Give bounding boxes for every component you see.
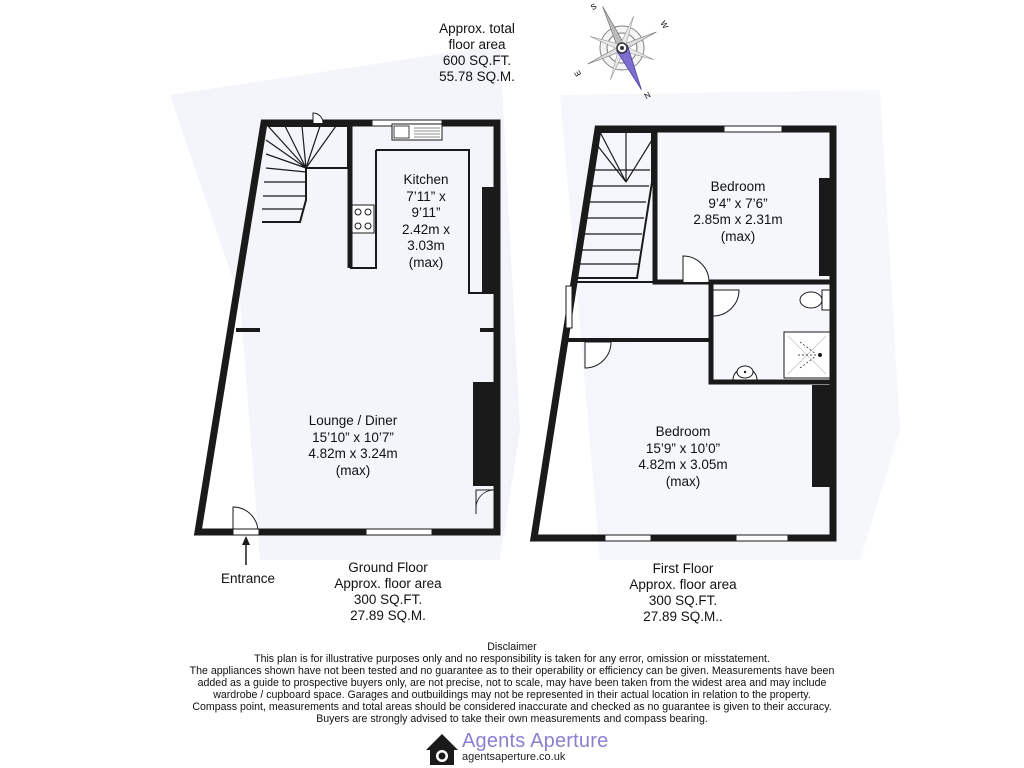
disclaimer-line-6: Buyers are strongly advised to take their own measurements and compass bearing.: [316, 713, 708, 725]
kitchen-dim-3: 2.42m x: [401, 221, 451, 237]
ground-floor-sqft: 300 SQ.FT.: [353, 592, 423, 607]
large-bedroom-label: [618, 424, 748, 490]
large-bedroom-dim-2: 4.82m x 3.05m: [638, 457, 728, 472]
disclaimer-title: Disclaimer: [487, 641, 537, 653]
first-floor-sqft: 300 SQ.FT.: [648, 593, 718, 608]
lounge-dim-2: 4.82m x 3.24m: [308, 446, 398, 461]
shower-icon: [784, 332, 830, 378]
entrance-arrow-icon: [242, 536, 250, 565]
compass-label-s: S: [589, 1, 599, 13]
first-chimney-lower: [812, 385, 831, 487]
brand-name: Agents Aperture: [462, 730, 609, 752]
large-bedroom-name: Bedroom: [655, 424, 711, 439]
lounge-dim-3: (max): [335, 462, 371, 478]
compass-label-n: N: [642, 89, 653, 101]
lounge-dim-1: 15’10” x 10’7”: [312, 429, 394, 445]
entrance-door: [233, 507, 258, 532]
disclaimer-line-2: The appliances shown have not been tested and no guarantee as to their operability or efficiency can be given. Measurements have been: [189, 665, 835, 677]
small-bedroom-dim-3: (max): [720, 228, 756, 244]
disclaimer-line-3: added as a guide to prospective buyers only, are not precise, not to scale, may have been taken from the widest area and may include: [197, 677, 827, 689]
lounge-window: [366, 529, 432, 535]
chimney-breast-upper: [482, 187, 495, 294]
toilet-icon: [800, 290, 830, 310]
kitchen-label: [386, 172, 466, 271]
first-floor-title: First Floor: [652, 561, 714, 576]
kitchen-dim-2: 9’11”: [411, 205, 441, 220]
small-bedroom-name: Bedroom: [710, 179, 766, 194]
compass-label-e: E: [572, 68, 584, 78]
small-bedroom-dim-2: 2.85m x 2.31m: [693, 212, 783, 227]
large-bedroom-dim-3: (max): [665, 473, 701, 489]
lounge-label: [283, 413, 423, 479]
kitchen-hob-icon: [352, 205, 374, 233]
ground-floor-sqm: 27.89 SQ.M.: [350, 608, 426, 623]
large-bedroom-window-2: [736, 535, 788, 541]
total-area-line-1: Approx. total: [439, 21, 515, 36]
small-bedroom-window: [724, 126, 782, 132]
disclaimer-block: [130, 641, 894, 725]
lounge-name: Lounge / Diner: [308, 413, 398, 428]
large-bedroom-dim-1: 15’9” x 10’0”: [645, 440, 721, 456]
brand-logo-icon: [426, 734, 458, 765]
disclaimer-line-4: wardrobe / cupboard space. Garages and outbuildings may not be represented in their actual location in relation to the property.: [213, 689, 811, 701]
total-area-line-2: floor area: [448, 37, 506, 52]
entrance-label: Entrance: [220, 571, 276, 586]
first-floor-area-label: Approx. floor area: [629, 577, 737, 592]
total-area-sqft: 600 SQ.FT.: [442, 53, 512, 68]
kitchen-dim-4: 3.03m: [407, 238, 445, 253]
compass-label-w: W: [658, 19, 670, 31]
first-chimney-upper: [819, 178, 831, 276]
large-bedroom-window-1: [605, 535, 651, 541]
first-floor-caption: [613, 561, 753, 625]
stub-wall-left: [236, 328, 260, 332]
disclaimer-line-1: This plan is for illustrative purposes only and no responsibility is taken for any error, omission or misstatement.: [254, 653, 770, 665]
stub-wall-right: [480, 328, 497, 332]
kitchen-sink-icon: [392, 124, 442, 140]
compass-icon: [586, 5, 657, 93]
disclaimer-line-5: Compass point, measurements and total areas should be considered inaccurate and checked as no guarantee is given to their accuracy.: [192, 701, 832, 713]
kitchen-name: Kitchen: [403, 172, 449, 187]
total-area-sqm: 55.78 SQ.M.: [439, 69, 515, 84]
chimney-breast-lower: [473, 382, 495, 486]
first-floor-sqm: 27.89 SQ.M..: [643, 609, 723, 624]
ground-floor-area-label: Approx. floor area: [334, 576, 442, 591]
kitchen-dim-5: (max): [408, 254, 444, 270]
ground-floor-caption: [318, 560, 458, 624]
small-bedroom-label: [673, 179, 803, 245]
total-area-block: [423, 21, 531, 85]
landing-window: [566, 286, 572, 328]
small-bedroom-dim-1: 9’4” x 7’6”: [708, 195, 768, 211]
ground-floor-title: Ground Floor: [348, 560, 428, 575]
brand-url[interactable]: agentsaperture.co.uk: [462, 751, 566, 763]
kitchen-dim-1: 7’11” x: [406, 188, 446, 204]
